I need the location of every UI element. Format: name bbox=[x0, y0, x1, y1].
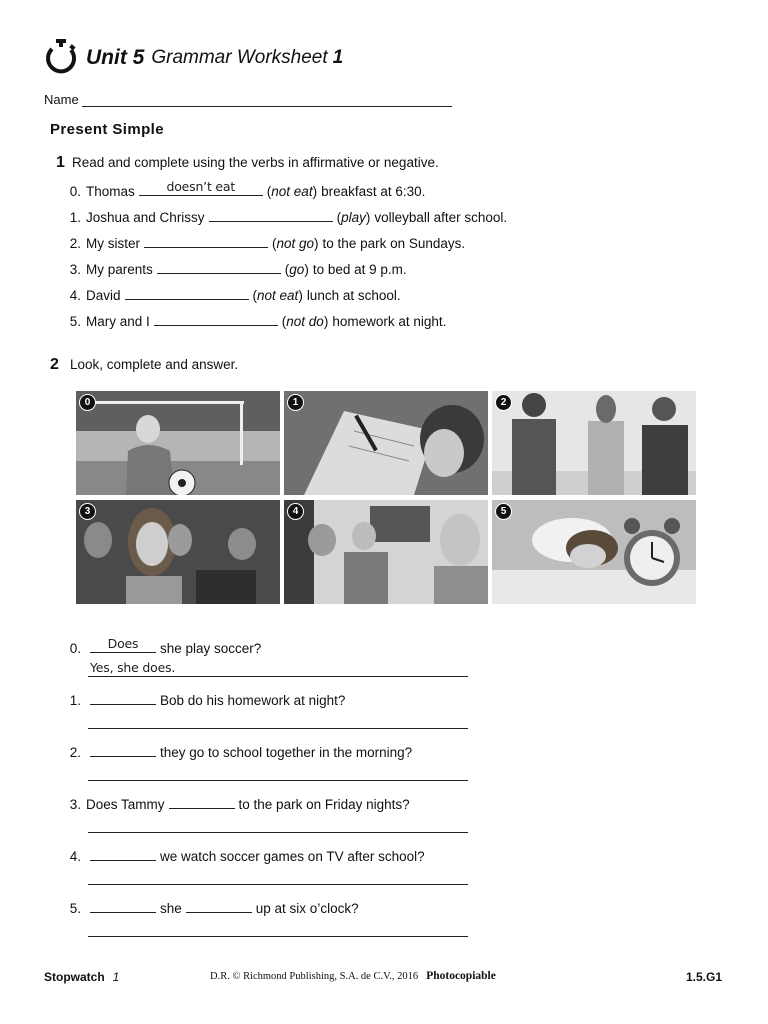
question-number: 1. bbox=[69, 693, 81, 708]
photo-3 bbox=[76, 500, 280, 604]
question-blank[interactable] bbox=[90, 689, 156, 705]
handwritten-answer: Does bbox=[107, 636, 139, 651]
exercise-1-instruction: Read and complete using the verbs in affirmative or negative. bbox=[72, 155, 439, 170]
verb-hint: not eat bbox=[257, 288, 299, 303]
students-walking-to-school-photo bbox=[492, 391, 696, 495]
exercise-1-item: 4. David (not eat) lunch at school. bbox=[64, 284, 401, 303]
exercise-2-question bbox=[64, 689, 345, 708]
unit-label: Unit 5 bbox=[86, 46, 145, 69]
exercise-1-item: 3. My parents (go) to bed at 9 p.m. bbox=[64, 258, 407, 277]
answer-blank[interactable] bbox=[139, 180, 263, 196]
photo-4 bbox=[284, 500, 488, 604]
question-blank[interactable] bbox=[90, 637, 156, 653]
exercise-1-item: 5. Mary and I (not do) homework at night. bbox=[64, 310, 446, 329]
question-number: 0. bbox=[69, 641, 81, 656]
item-number: 0. bbox=[69, 184, 81, 199]
answer-blank[interactable] bbox=[125, 284, 249, 300]
exercise-1-number: 1 bbox=[56, 154, 65, 171]
question-blank[interactable] bbox=[90, 741, 156, 757]
answer-line[interactable] bbox=[88, 816, 468, 833]
question-text: they go to school together in the morning? bbox=[160, 745, 413, 760]
answer-line[interactable] bbox=[88, 660, 468, 677]
family-watching-tv-photo bbox=[284, 500, 488, 604]
exercise-1-item: 0. Thomas doesn’t eat (not eat) breakfast at 6:30. bbox=[64, 180, 425, 199]
exercise-2-heading bbox=[50, 356, 238, 374]
worksheet-label: Grammar Worksheet bbox=[151, 47, 328, 68]
answer-line[interactable] bbox=[88, 920, 468, 937]
stopwatch-icon bbox=[44, 38, 78, 78]
exercise-2-instruction: Look, complete and answer. bbox=[70, 357, 239, 372]
verb-hint: go bbox=[289, 262, 305, 277]
photo-0 bbox=[76, 391, 280, 495]
answer-line[interactable] bbox=[88, 712, 468, 729]
exercise-1-item: 1. Joshua and Chrissy (play) volleyball after school. bbox=[64, 206, 507, 225]
handwritten-short-answer: Yes, she does. bbox=[90, 660, 176, 675]
question-prefix: Does Tammy bbox=[86, 797, 165, 812]
answer-line[interactable] bbox=[88, 764, 468, 781]
photo-badge: 4 bbox=[287, 503, 304, 520]
item-rest: to the park on Sundays. bbox=[322, 236, 466, 251]
brand-name: Stopwatch bbox=[44, 970, 105, 984]
question-number: 3. bbox=[69, 797, 81, 812]
question-text: Bob do his homework at night? bbox=[160, 693, 346, 708]
footer-copyright bbox=[210, 970, 496, 982]
item-subject: Thomas bbox=[86, 184, 135, 199]
item-rest: breakfast at 6:30. bbox=[321, 184, 426, 199]
answer-line[interactable] bbox=[88, 868, 468, 885]
item-rest: to bed at 9 p.m. bbox=[312, 262, 407, 277]
exercise-2-question bbox=[64, 741, 412, 760]
exercise-1-item: 2. My sister (not go) to the park on Sundays. bbox=[64, 232, 465, 251]
exercise-2-number: 2 bbox=[50, 356, 59, 373]
question-text: she play soccer? bbox=[160, 641, 262, 656]
photo-badge: 0 bbox=[79, 394, 96, 411]
item-rest: volleyball after school. bbox=[374, 210, 508, 225]
exercise-2-question bbox=[64, 793, 410, 812]
photo-badge: 2 bbox=[495, 394, 512, 411]
brand-level: 1 bbox=[112, 970, 120, 984]
question-blank[interactable] bbox=[90, 845, 156, 861]
question-blank-2[interactable] bbox=[186, 897, 252, 913]
copyright-text: D.R. © Richmond Publishing, S.A. de C.V., 2016 bbox=[210, 971, 419, 982]
item-number: 1. bbox=[69, 210, 81, 225]
question-suffix: up at six o’clock? bbox=[255, 901, 359, 916]
photo-badge: 5 bbox=[495, 503, 512, 520]
verb-hint: play bbox=[341, 210, 366, 225]
item-subject: Joshua and Chrissy bbox=[86, 210, 205, 225]
question-text: she bbox=[160, 901, 182, 916]
verb-hint: not eat bbox=[271, 184, 313, 199]
item-subject: My parents bbox=[86, 262, 153, 277]
question-text: we watch soccer games on TV after school? bbox=[160, 849, 425, 864]
answer-blank[interactable] bbox=[144, 232, 268, 248]
item-subject: My sister bbox=[86, 236, 140, 251]
exercise-2-question bbox=[64, 845, 425, 864]
photo-2 bbox=[492, 391, 696, 495]
photocopiable-label: Photocopiable bbox=[426, 970, 496, 982]
answer-blank[interactable] bbox=[209, 206, 333, 222]
item-rest: lunch at school. bbox=[306, 288, 401, 303]
girl-at-movies-photo bbox=[76, 500, 280, 604]
item-number: 3. bbox=[69, 262, 81, 277]
item-number: 5. bbox=[69, 314, 81, 329]
item-subject: David bbox=[86, 288, 121, 303]
exercise-2-question bbox=[64, 637, 261, 656]
item-rest: homework at night. bbox=[332, 314, 447, 329]
verb-hint: not do bbox=[286, 314, 324, 329]
name-label: Name bbox=[44, 92, 79, 107]
photo-badge: 3 bbox=[79, 503, 96, 520]
photo-1 bbox=[284, 391, 488, 495]
worksheet-title bbox=[44, 36, 343, 80]
girl-with-soccer-ball-photo bbox=[76, 391, 280, 495]
item-number: 2. bbox=[69, 236, 81, 251]
question-number: 2. bbox=[69, 745, 81, 760]
item-subject: Mary and I bbox=[86, 314, 150, 329]
name-row bbox=[44, 92, 452, 107]
question-number: 4. bbox=[69, 849, 81, 864]
handwritten-answer: doesn’t eat bbox=[166, 179, 236, 194]
boy-doing-homework-photo bbox=[284, 391, 488, 495]
page-code: 1.5.G1 bbox=[686, 970, 723, 984]
girl-sleeping-alarm-clock-photo bbox=[492, 500, 696, 604]
question-text: to the park on Friday nights? bbox=[238, 797, 410, 812]
exercise-2-question bbox=[64, 897, 359, 916]
section-title: Present Simple bbox=[50, 121, 164, 138]
question-blank[interactable] bbox=[90, 897, 156, 913]
verb-hint: not go bbox=[276, 236, 315, 251]
worksheet-number: 1 bbox=[332, 47, 344, 68]
answer-blank[interactable] bbox=[157, 258, 281, 274]
exercise-1-heading bbox=[56, 154, 439, 172]
footer-brand bbox=[44, 970, 119, 984]
item-number: 4. bbox=[69, 288, 81, 303]
photo-5 bbox=[492, 500, 696, 604]
question-number: 5. bbox=[69, 901, 81, 916]
photo-badge: 1 bbox=[287, 394, 304, 411]
question-blank[interactable] bbox=[169, 793, 235, 809]
name-field[interactable] bbox=[82, 92, 452, 107]
answer-blank[interactable] bbox=[154, 310, 278, 326]
